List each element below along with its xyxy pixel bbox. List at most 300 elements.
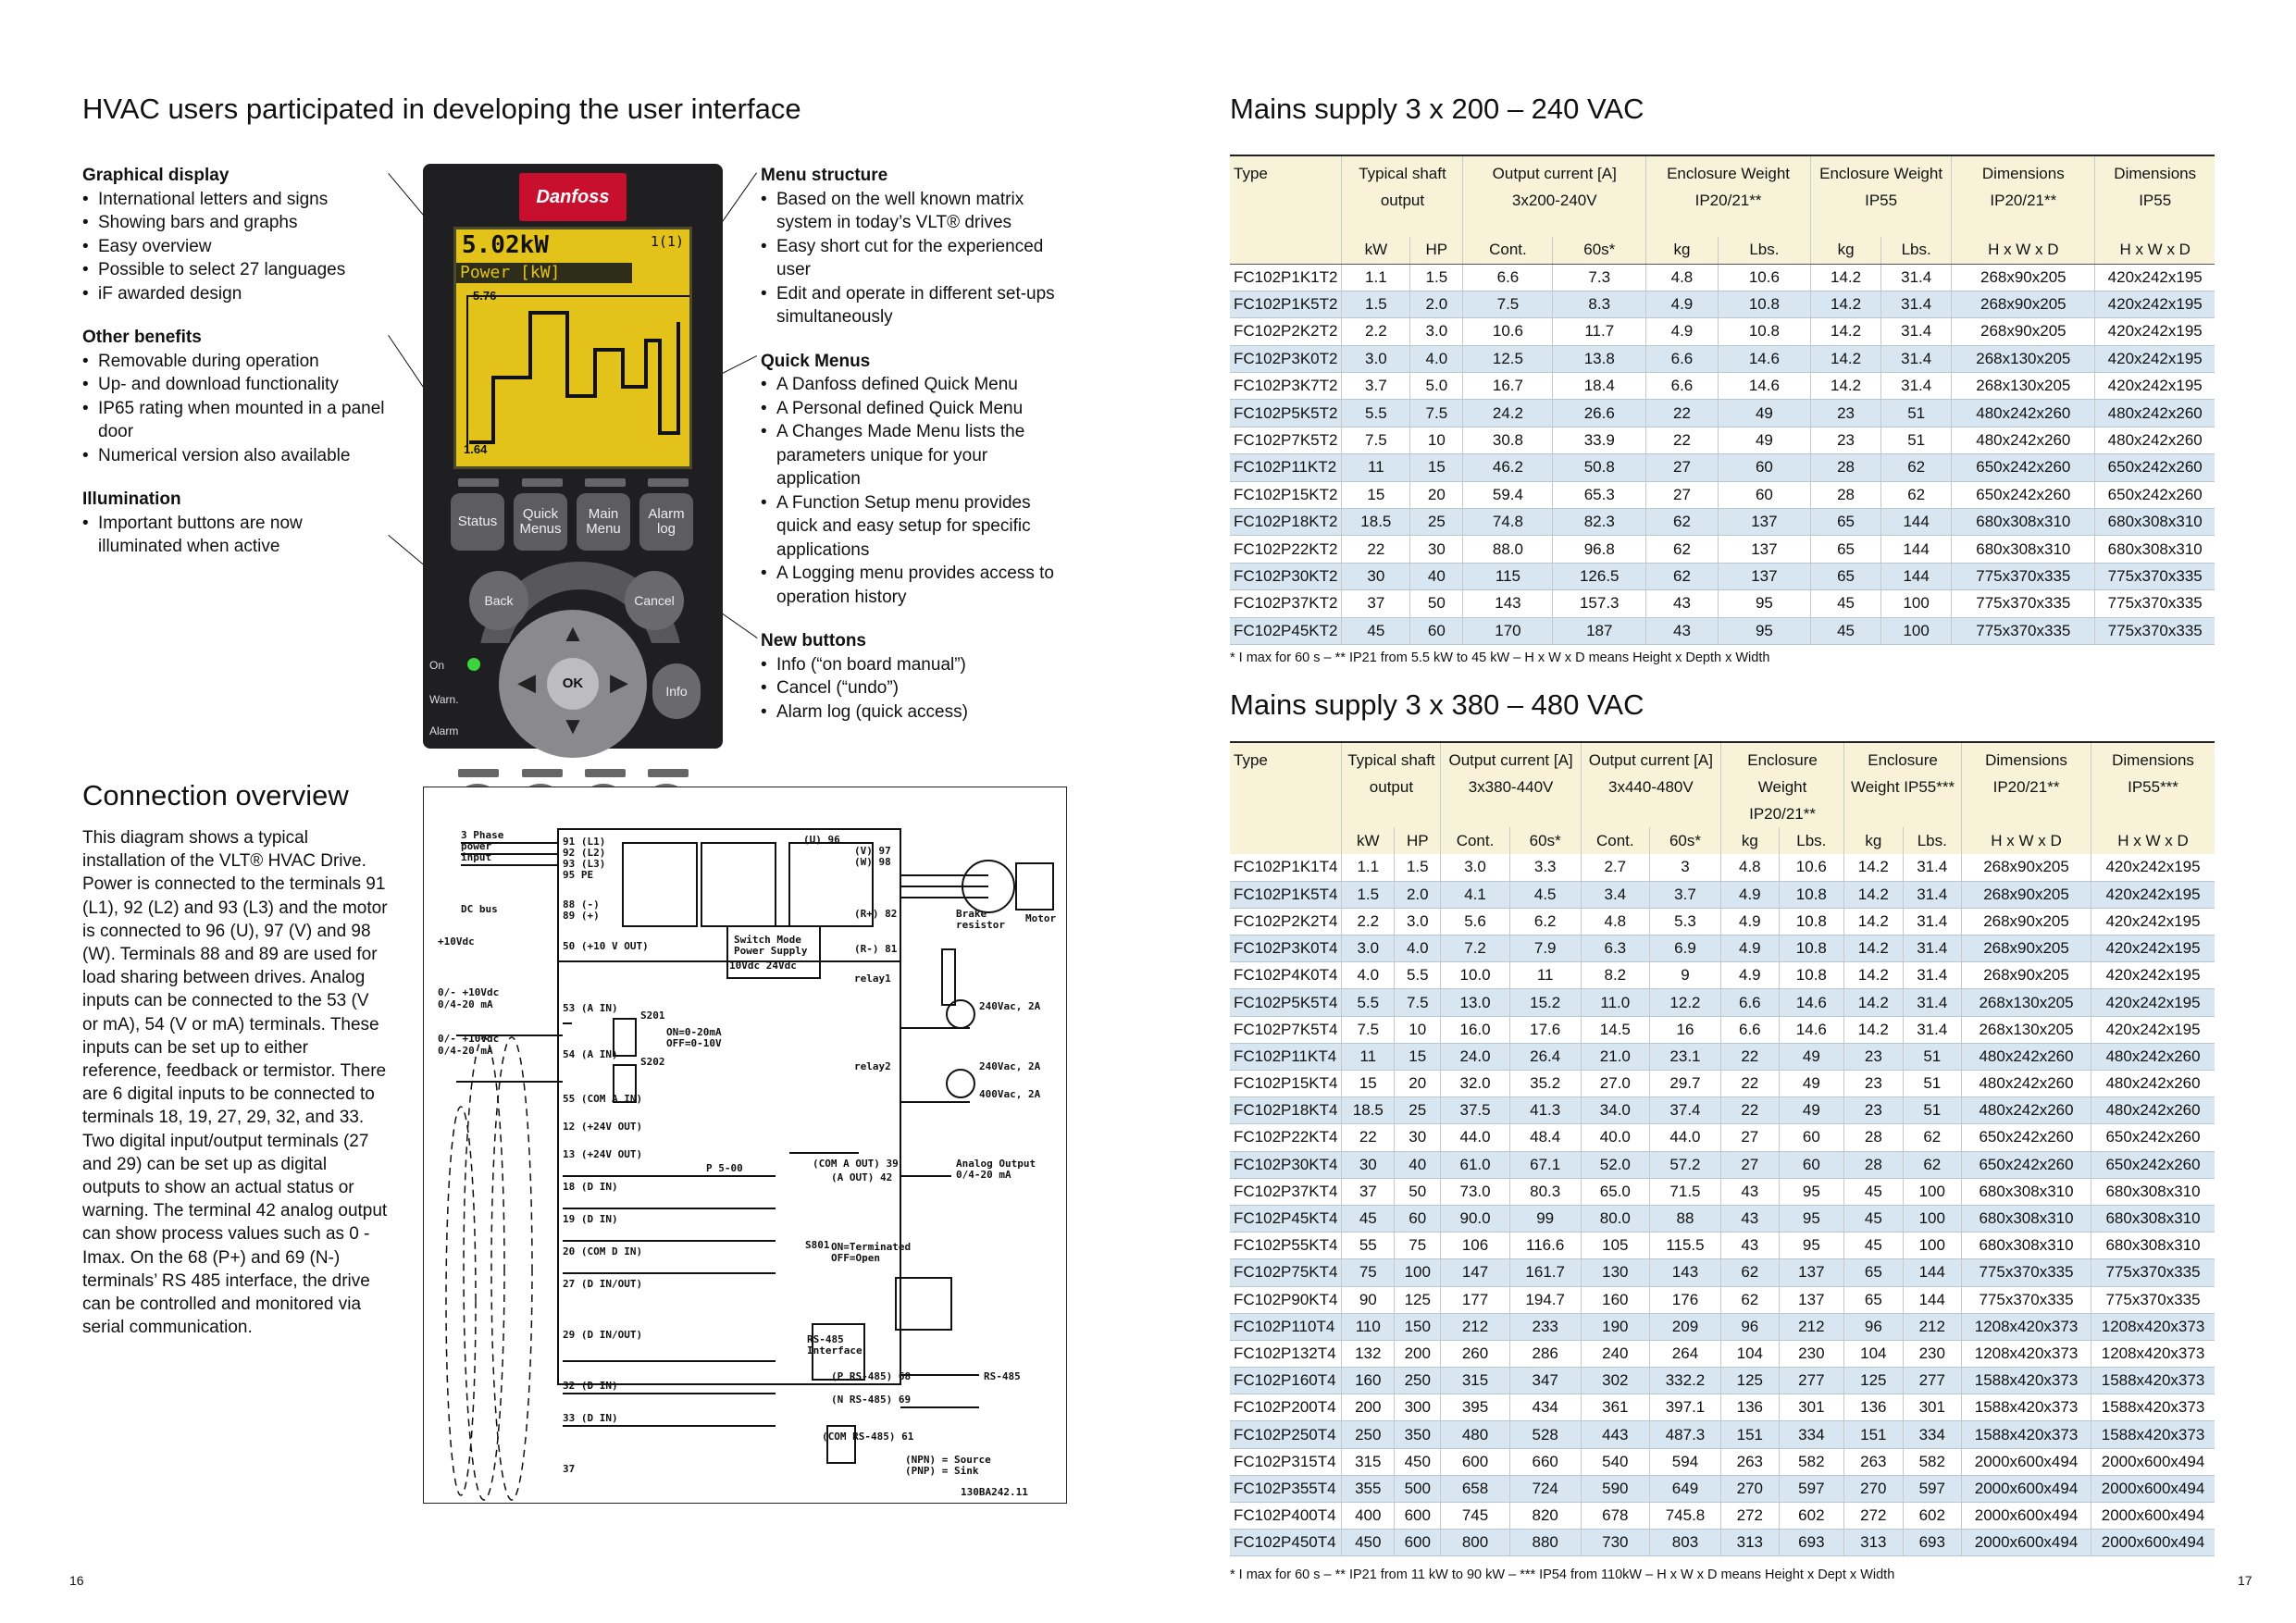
value-cell: 9 bbox=[1649, 962, 1720, 989]
value-cell: 23 bbox=[1844, 1043, 1903, 1070]
value-cell: 2.2 bbox=[1342, 908, 1395, 935]
value-cell: 126.5 bbox=[1553, 563, 1646, 589]
value-cell: 347 bbox=[1509, 1368, 1581, 1394]
value-cell: 99 bbox=[1509, 1205, 1581, 1232]
warn-indicator-label: Warn. bbox=[429, 693, 459, 706]
value-cell: 2.2 bbox=[1342, 318, 1410, 345]
value-cell: 144 bbox=[1903, 1259, 1961, 1286]
wiring-diagram-lines bbox=[424, 787, 1066, 1502]
value-cell: 334 bbox=[1779, 1421, 1844, 1448]
svg-text:0/- +10Vdc: 0/- +10Vdc bbox=[438, 986, 500, 998]
value-cell: 45 bbox=[1811, 617, 1881, 644]
svg-text:0/4-20 mA: 0/4-20 mA bbox=[438, 1045, 493, 1057]
svg-text:Power Supply: Power Supply bbox=[734, 945, 808, 957]
table-row bbox=[1230, 989, 2215, 1016]
value-cell: 212 bbox=[1779, 1313, 1844, 1340]
value-cell: 3 bbox=[1649, 854, 1720, 881]
value-cell: 597 bbox=[1779, 1475, 1844, 1502]
value-cell: 420x242x195 bbox=[2095, 264, 2215, 291]
value-cell: 27 bbox=[1721, 1124, 1780, 1151]
value-cell: 161.7 bbox=[1509, 1259, 1581, 1286]
unit-cell: H x W x D bbox=[2095, 237, 2215, 264]
value-cell: 745.8 bbox=[1649, 1503, 1720, 1530]
type-cell: FC102P7K5T2 bbox=[1230, 427, 1342, 453]
value-cell: 65 bbox=[1811, 536, 1881, 563]
type-cell: FC102P7K5T4 bbox=[1230, 1016, 1342, 1043]
value-cell: 11 bbox=[1342, 454, 1410, 481]
table-row bbox=[1230, 373, 2215, 400]
value-cell: 23 bbox=[1844, 1071, 1903, 1097]
table-row bbox=[1230, 427, 2215, 453]
status-button[interactable]: Status bbox=[451, 493, 504, 551]
svg-text:(W) 98: (W) 98 bbox=[854, 856, 891, 868]
svg-text:53 (A IN): 53 (A IN) bbox=[563, 1002, 618, 1014]
value-cell: 170 bbox=[1463, 617, 1553, 644]
col-head: Output current [A] 3x380-440V bbox=[1441, 742, 1581, 827]
value-cell: 80.3 bbox=[1509, 1178, 1581, 1205]
info-button[interactable]: Info bbox=[652, 663, 701, 719]
svg-text:Interface: Interface bbox=[807, 1344, 863, 1357]
back-button[interactable]: Back bbox=[469, 571, 528, 630]
value-cell: 7.9 bbox=[1509, 935, 1581, 962]
main-menu-button[interactable]: Main Menu bbox=[577, 493, 630, 551]
type-cell: FC102P200T4 bbox=[1230, 1394, 1342, 1421]
value-cell: 21.0 bbox=[1581, 1043, 1649, 1070]
value-cell: 540 bbox=[1581, 1448, 1649, 1475]
svg-text:93 (L3): 93 (L3) bbox=[563, 858, 606, 870]
value-cell: 6.6 bbox=[1721, 1016, 1780, 1043]
svg-text:55 (COM A IN): 55 (COM A IN) bbox=[563, 1093, 643, 1105]
value-cell: 15 bbox=[1342, 481, 1410, 508]
value-cell: 1588x420x373 bbox=[1962, 1421, 2091, 1448]
feature-heading: Graphical display bbox=[82, 166, 230, 185]
value-cell: 10.8 bbox=[1718, 291, 1810, 317]
type-cell: FC102P160T4 bbox=[1230, 1368, 1342, 1394]
type-cell: FC102P37KT4 bbox=[1230, 1178, 1342, 1205]
value-cell: 37 bbox=[1342, 1178, 1395, 1205]
feature-item: • iF awarded design bbox=[82, 282, 388, 306]
right-arrow-icon[interactable]: ▶ bbox=[610, 668, 628, 696]
value-cell: 264 bbox=[1649, 1340, 1720, 1367]
unit-cell bbox=[1230, 827, 1342, 854]
table1-footnote: * I max for 60 s – ** IP21 from 5.5 kW to 45 kW – H x W x D means Height x Depth x Width bbox=[1230, 650, 1770, 665]
feature-item: • Possible to select 27 languages bbox=[82, 258, 388, 282]
value-cell: 51 bbox=[1881, 427, 1952, 453]
value-cell: 582 bbox=[1903, 1448, 1961, 1475]
type-cell: FC102P18KT2 bbox=[1230, 509, 1342, 536]
value-cell: 420x242x195 bbox=[2091, 881, 2215, 908]
value-cell: 30 bbox=[1342, 563, 1410, 589]
quick-menus-button[interactable]: Quick Menus bbox=[514, 493, 567, 551]
value-cell: 40 bbox=[1410, 563, 1463, 589]
value-cell: 100 bbox=[1903, 1178, 1961, 1205]
value-cell: 420x242x195 bbox=[2095, 373, 2215, 400]
value-cell: 14.2 bbox=[1844, 908, 1903, 935]
value-cell: 3.7 bbox=[1649, 881, 1720, 908]
value-cell: 230 bbox=[1903, 1340, 1961, 1367]
value-cell: 1.1 bbox=[1342, 264, 1410, 291]
value-cell: 2000x600x494 bbox=[2091, 1448, 2215, 1475]
value-cell: 11.0 bbox=[1581, 989, 1649, 1016]
value-cell: 6.3 bbox=[1581, 935, 1649, 962]
feature-item: • International letters and signs bbox=[82, 188, 388, 212]
feature-item: • IP65 rating when mounted in a panel door bbox=[82, 397, 388, 444]
value-cell: 420x242x195 bbox=[2095, 318, 2215, 345]
value-cell: 649 bbox=[1649, 1475, 1720, 1502]
value-cell: 680x308x310 bbox=[1962, 1178, 2091, 1205]
value-cell: 65.3 bbox=[1553, 481, 1646, 508]
value-cell: 2000x600x494 bbox=[2091, 1503, 2215, 1530]
table-row bbox=[1230, 1178, 2215, 1205]
feature-heading: Menu structure bbox=[761, 166, 888, 185]
unit-cell: Lbs. bbox=[1903, 827, 1961, 854]
type-cell: FC102P45KT2 bbox=[1230, 617, 1342, 644]
feature-item: • Up- and download functionality bbox=[82, 373, 388, 397]
svg-text:400Vac, 2A: 400Vac, 2A bbox=[979, 1088, 1041, 1100]
value-cell: 157.3 bbox=[1553, 590, 1646, 617]
value-cell: 151 bbox=[1844, 1421, 1903, 1448]
unit-cell: kg bbox=[1721, 827, 1780, 854]
value-cell: 27 bbox=[1721, 1151, 1780, 1178]
value-cell: 115 bbox=[1463, 563, 1553, 589]
svg-text:(V) 97: (V) 97 bbox=[854, 845, 891, 857]
left-arrow-icon[interactable]: ◀ bbox=[517, 668, 536, 696]
value-cell: 1.1 bbox=[1342, 854, 1395, 881]
feature-item: • Edit and operate in different set-ups simultaneously bbox=[761, 282, 1075, 329]
unit-cell: kg bbox=[1646, 237, 1719, 264]
type-cell: FC102P3K0T4 bbox=[1230, 935, 1342, 962]
value-cell: 597 bbox=[1903, 1475, 1961, 1502]
value-cell: 41.3 bbox=[1509, 1097, 1581, 1124]
type-cell: FC102P355T4 bbox=[1230, 1475, 1342, 1502]
value-cell: 59.4 bbox=[1463, 481, 1553, 508]
type-cell: FC102P1K5T4 bbox=[1230, 881, 1342, 908]
value-cell: 600 bbox=[1395, 1530, 1441, 1556]
display-max: 5.76 bbox=[473, 289, 497, 303]
value-cell: 137 bbox=[1718, 536, 1810, 563]
table-row bbox=[1230, 1205, 2215, 1232]
value-cell: 95 bbox=[1779, 1233, 1844, 1259]
value-cell: 724 bbox=[1509, 1475, 1581, 1502]
value-cell: 37 bbox=[1342, 590, 1410, 617]
value-cell: 11 bbox=[1342, 1043, 1395, 1070]
svg-text:10Vdc 24Vdc: 10Vdc 24Vdc bbox=[729, 960, 797, 972]
value-cell: 450 bbox=[1342, 1530, 1395, 1556]
value-cell: 44.0 bbox=[1649, 1124, 1720, 1151]
value-cell: 50 bbox=[1395, 1178, 1441, 1205]
value-cell: 420x242x195 bbox=[2091, 935, 2215, 962]
value-cell: 82.3 bbox=[1553, 509, 1646, 536]
svg-text:S202: S202 bbox=[640, 1056, 665, 1068]
value-cell: 90.0 bbox=[1441, 1205, 1509, 1232]
col-head: Dimensions IP55 bbox=[2095, 155, 2215, 237]
value-cell: 95 bbox=[1718, 617, 1810, 644]
table-400v bbox=[1230, 741, 2215, 1556]
value-cell: 31.4 bbox=[1881, 345, 1952, 372]
value-cell: 17.6 bbox=[1509, 1016, 1581, 1043]
value-cell: 775x370x335 bbox=[1952, 563, 2095, 589]
value-cell: 200 bbox=[1395, 1340, 1441, 1367]
table-row bbox=[1230, 291, 2215, 317]
value-cell: 95 bbox=[1718, 590, 1810, 617]
value-cell: 88 bbox=[1649, 1205, 1720, 1232]
value-cell: 37.4 bbox=[1649, 1097, 1720, 1124]
table-row bbox=[1230, 1286, 2215, 1313]
value-cell: 60 bbox=[1395, 1205, 1441, 1232]
feature-item: • A Personal defined Quick Menu bbox=[761, 397, 1075, 421]
value-cell: 62 bbox=[1721, 1286, 1780, 1313]
value-cell: 602 bbox=[1903, 1503, 1961, 1530]
value-cell: 144 bbox=[1881, 536, 1952, 563]
value-cell: 46.2 bbox=[1463, 454, 1553, 481]
value-cell: 397.1 bbox=[1649, 1394, 1720, 1421]
table-row bbox=[1230, 935, 2215, 962]
value-cell: 650x242x260 bbox=[2091, 1151, 2215, 1178]
connection-text: This diagram shows a typical installation of the VLT® HVAC Drive. Power is connected to the terminals 91 (L1), 92 (L2) and 93 (L3) and the motor is connected to 96 (U), 97 (V) and 98 (W). Terminals 88 and 89 are used for load sharing between drives. Analog inputs can be connected to the 53 (V or mA), 54 (V or mA) terminals. These inputs can be set up to either reference, feedback or termistor. There are 6 digital inputs to be connected to terminals 18, 19, 27, 29, 32, and 33. Two digital input/output terminals (27 and 29) can be set up as digital outputs to show an actual status or warning. The terminal 42 analog output can show process values such as 0 - Imax. On the 68 (P+) and 69 (N-) terminals’ RS 485 interface, the drive can be controlled and monitored via serial communication. bbox=[82, 828, 388, 1338]
value-cell: 137 bbox=[1779, 1286, 1844, 1313]
value-cell: 15 bbox=[1395, 1043, 1441, 1070]
value-cell: 116.6 bbox=[1509, 1233, 1581, 1259]
value-cell: 45 bbox=[1342, 617, 1410, 644]
value-cell: 75 bbox=[1342, 1259, 1395, 1286]
table-row bbox=[1230, 590, 2215, 617]
value-cell: 144 bbox=[1881, 509, 1952, 536]
value-cell: 48.4 bbox=[1509, 1124, 1581, 1151]
table-row bbox=[1230, 854, 2215, 881]
feature-item: • A Danfoss defined Quick Menu bbox=[761, 373, 1075, 397]
danfoss-logo: Danfoss bbox=[519, 173, 627, 221]
value-cell: 880 bbox=[1509, 1530, 1581, 1556]
value-cell: 775x370x335 bbox=[2095, 563, 2215, 589]
type-cell: FC102P5K5T4 bbox=[1230, 989, 1342, 1016]
svg-text:ON=0-20mA: ON=0-20mA bbox=[666, 1026, 722, 1038]
value-cell: 209 bbox=[1649, 1313, 1720, 1340]
table-row bbox=[1230, 1530, 2215, 1556]
table-row bbox=[1230, 1313, 2215, 1340]
feature-item: • A Logging menu provides access to operation history bbox=[761, 562, 1075, 609]
value-cell: 4.1 bbox=[1441, 881, 1509, 908]
table1-title: Mains supply 3 x 200 – 240 VAC bbox=[1230, 93, 1644, 125]
value-cell: 45 bbox=[1844, 1178, 1903, 1205]
svg-text:DC bus: DC bus bbox=[461, 903, 498, 915]
value-cell: 2000x600x494 bbox=[2091, 1475, 2215, 1502]
value-cell: 143 bbox=[1649, 1259, 1720, 1286]
table-row bbox=[1230, 400, 2215, 427]
value-cell: 260 bbox=[1441, 1340, 1509, 1367]
value-cell: 144 bbox=[1903, 1286, 1961, 1313]
value-cell: 14.2 bbox=[1844, 854, 1903, 881]
value-cell: 4.9 bbox=[1721, 935, 1780, 962]
value-cell: 350 bbox=[1395, 1421, 1441, 1448]
value-cell: 132 bbox=[1342, 1340, 1395, 1367]
value-cell: 2000x600x494 bbox=[1962, 1503, 2091, 1530]
value-cell: 65 bbox=[1811, 563, 1881, 589]
value-cell: 10 bbox=[1410, 427, 1463, 453]
value-cell: 14.2 bbox=[1844, 881, 1903, 908]
unit-cell: H x W x D bbox=[1952, 237, 2095, 264]
down-arrow-icon[interactable]: ▼ bbox=[561, 712, 585, 739]
table-row bbox=[1230, 617, 2215, 644]
table-row bbox=[1230, 1151, 2215, 1178]
value-cell: 600 bbox=[1441, 1448, 1509, 1475]
on-indicator-label: On bbox=[429, 659, 445, 672]
value-cell: 7.2 bbox=[1441, 935, 1509, 962]
value-cell: 88.0 bbox=[1463, 536, 1553, 563]
value-cell: 10.8 bbox=[1779, 908, 1844, 935]
value-cell: 14.2 bbox=[1844, 935, 1903, 962]
value-cell: 272 bbox=[1721, 1503, 1780, 1530]
value-cell: 50 bbox=[1410, 590, 1463, 617]
value-cell: 268x130x205 bbox=[1962, 989, 2091, 1016]
type-cell: FC102P2K2T4 bbox=[1230, 908, 1342, 935]
value-cell: 775x370x335 bbox=[1952, 590, 2095, 617]
unit-cell: Lbs. bbox=[1779, 827, 1844, 854]
value-cell: 6.6 bbox=[1646, 373, 1719, 400]
value-cell: 680x308x310 bbox=[1962, 1205, 2091, 1232]
value-cell: 35.2 bbox=[1509, 1071, 1581, 1097]
table-row bbox=[1230, 1016, 2215, 1043]
feature-item: • Numerical version also available bbox=[82, 444, 388, 468]
value-cell: 106 bbox=[1441, 1233, 1509, 1259]
svg-text:Switch Mode: Switch Mode bbox=[734, 934, 801, 946]
value-cell: 680x308x310 bbox=[2091, 1233, 2215, 1259]
value-cell: 361 bbox=[1581, 1394, 1649, 1421]
value-cell: 14.2 bbox=[1811, 345, 1881, 372]
table-row bbox=[1230, 1503, 2215, 1530]
svg-text:S801: S801 bbox=[805, 1239, 830, 1251]
value-cell: 680x308x310 bbox=[2091, 1205, 2215, 1232]
value-cell: 45 bbox=[1844, 1205, 1903, 1232]
value-cell: 302 bbox=[1581, 1368, 1649, 1394]
value-cell: 49 bbox=[1779, 1043, 1844, 1070]
unit-cell: H x W x D bbox=[2091, 827, 2215, 854]
feature-heading: Illumination bbox=[82, 489, 181, 509]
lcd-display bbox=[453, 227, 692, 469]
feature-heading: Other benefits bbox=[82, 328, 202, 347]
table2-title: Mains supply 3 x 380 – 480 VAC bbox=[1230, 688, 1644, 721]
unit-cell: Cont. bbox=[1441, 827, 1509, 854]
value-cell: 176 bbox=[1649, 1286, 1720, 1313]
unit-cell: 60s* bbox=[1509, 827, 1581, 854]
value-cell: 137 bbox=[1779, 1259, 1844, 1286]
value-cell: 443 bbox=[1581, 1421, 1649, 1448]
unit-cell: kg bbox=[1844, 827, 1903, 854]
svg-text:ON=Terminated: ON=Terminated bbox=[831, 1241, 912, 1253]
value-cell: 250 bbox=[1342, 1421, 1395, 1448]
value-cell: 30 bbox=[1342, 1151, 1395, 1178]
value-cell: 10.6 bbox=[1718, 264, 1810, 291]
value-cell: 31.4 bbox=[1881, 291, 1952, 317]
value-cell: 803 bbox=[1649, 1530, 1720, 1556]
col-head: Enclosure Weight IP20/21** bbox=[1721, 742, 1844, 827]
svg-text:(COM A OUT) 39: (COM A OUT) 39 bbox=[813, 1158, 899, 1170]
value-cell: 52.0 bbox=[1581, 1151, 1649, 1178]
value-cell: 480x242x260 bbox=[2091, 1097, 2215, 1124]
value-cell: 660 bbox=[1509, 1448, 1581, 1475]
value-cell: 100 bbox=[1903, 1205, 1961, 1232]
value-cell: 104 bbox=[1844, 1340, 1903, 1367]
svg-text:resistor: resistor bbox=[956, 919, 1005, 931]
value-cell: 31.4 bbox=[1903, 962, 1961, 989]
alarm-log-button[interactable]: Alarm log bbox=[639, 493, 693, 551]
ok-button[interactable]: OK bbox=[547, 658, 599, 710]
feature-item: • Easy overview bbox=[82, 235, 388, 259]
svg-text:89 (+): 89 (+) bbox=[563, 910, 600, 922]
value-cell: 680x308x310 bbox=[1962, 1233, 2091, 1259]
value-cell: 8.2 bbox=[1581, 962, 1649, 989]
display-param: Power [kW] bbox=[456, 263, 632, 283]
value-cell: 14.6 bbox=[1779, 989, 1844, 1016]
table-row bbox=[1230, 1368, 2215, 1394]
value-cell: 4.8 bbox=[1646, 264, 1719, 291]
value-cell: 2.0 bbox=[1410, 291, 1463, 317]
value-cell: 420x242x195 bbox=[2091, 989, 2215, 1016]
value-cell: 28 bbox=[1811, 454, 1881, 481]
value-cell: 1208x420x373 bbox=[1962, 1313, 2091, 1340]
value-cell: 480x242x260 bbox=[1952, 400, 2095, 427]
unit-cell: 60s* bbox=[1649, 827, 1720, 854]
svg-text:S201: S201 bbox=[640, 1010, 665, 1022]
value-cell: 14.2 bbox=[1811, 373, 1881, 400]
type-cell: FC102P450T4 bbox=[1230, 1530, 1342, 1556]
value-cell: 3.0 bbox=[1395, 908, 1441, 935]
value-cell: 60 bbox=[1410, 617, 1463, 644]
value-cell: 31.4 bbox=[1903, 908, 1961, 935]
value-cell: 5.5 bbox=[1342, 989, 1395, 1016]
value-cell: 313 bbox=[1721, 1530, 1780, 1556]
svg-text:27 (D IN/OUT): 27 (D IN/OUT) bbox=[563, 1278, 643, 1290]
value-cell: 277 bbox=[1903, 1368, 1961, 1394]
cancel-button[interactable]: Cancel bbox=[625, 571, 684, 630]
value-cell: 40.0 bbox=[1581, 1124, 1649, 1151]
svg-text:(N RS-485) 69: (N RS-485) 69 bbox=[831, 1394, 912, 1406]
value-cell: 268x130x205 bbox=[1952, 373, 2095, 400]
value-cell: 600 bbox=[1395, 1503, 1441, 1530]
table-row bbox=[1230, 563, 2215, 589]
svg-text:37: 37 bbox=[563, 1463, 576, 1475]
svg-text:88 (-): 88 (-) bbox=[563, 898, 600, 911]
svg-text:12 (+24V OUT): 12 (+24V OUT) bbox=[563, 1121, 643, 1133]
table-row bbox=[1230, 264, 2215, 291]
value-cell: 22 bbox=[1646, 427, 1719, 453]
value-cell: 15 bbox=[1342, 1071, 1395, 1097]
svg-text:92 (L2): 92 (L2) bbox=[563, 847, 606, 859]
unit-cell: kW bbox=[1342, 827, 1395, 854]
table-200v bbox=[1230, 155, 2215, 645]
value-cell: 14.2 bbox=[1811, 264, 1881, 291]
value-cell: 315 bbox=[1342, 1448, 1395, 1475]
up-arrow-icon[interactable]: ▲ bbox=[561, 619, 585, 647]
alarm-indicator-label: Alarm bbox=[429, 725, 459, 737]
value-cell: 10.0 bbox=[1441, 962, 1509, 989]
svg-text:95 PE: 95 PE bbox=[563, 869, 594, 881]
svg-text:240Vac, 2A: 240Vac, 2A bbox=[979, 1060, 1041, 1072]
unit-cell: Cont. bbox=[1581, 827, 1649, 854]
value-cell: 18.4 bbox=[1553, 373, 1646, 400]
type-cell: FC102P400T4 bbox=[1230, 1503, 1342, 1530]
table-row bbox=[1230, 454, 2215, 481]
type-cell: FC102P2K2T2 bbox=[1230, 318, 1342, 345]
value-cell: 4.5 bbox=[1509, 881, 1581, 908]
value-cell: 6.6 bbox=[1646, 345, 1719, 372]
value-cell: 4.8 bbox=[1581, 908, 1649, 935]
value-cell: 14.6 bbox=[1718, 345, 1810, 372]
value-cell: 12.2 bbox=[1649, 989, 1720, 1016]
value-cell: 658 bbox=[1441, 1475, 1509, 1502]
type-cell: FC102P3K0T2 bbox=[1230, 345, 1342, 372]
value-cell: 49 bbox=[1779, 1071, 1844, 1097]
value-cell: 51 bbox=[1903, 1043, 1961, 1070]
